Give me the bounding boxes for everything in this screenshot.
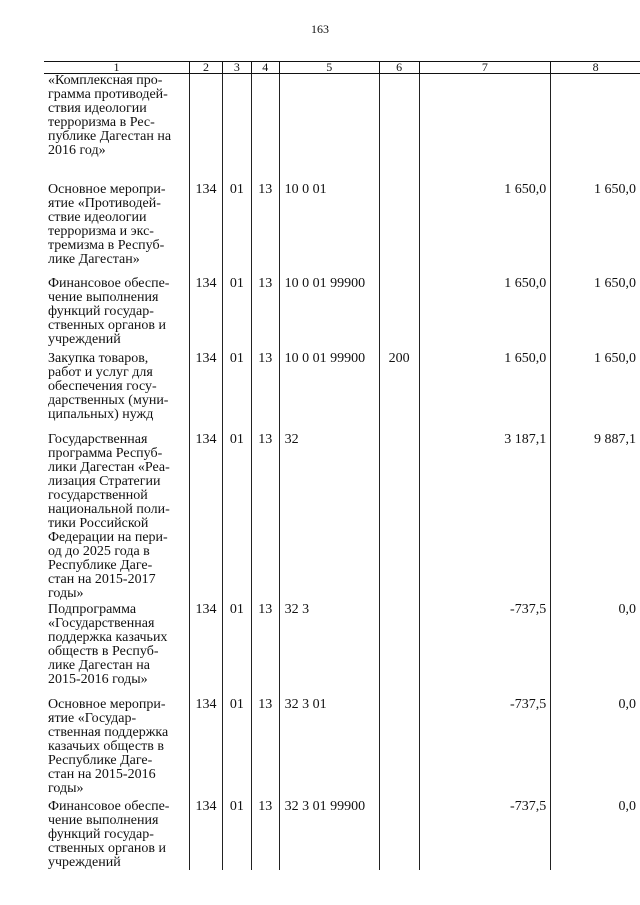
amount-column-7 [419, 74, 551, 184]
amount-column-7: -737,5 [419, 603, 551, 698]
section-code: 01 [222, 698, 251, 800]
table-row [44, 74, 640, 184]
amount-column-7: 3 187,1 [419, 433, 551, 603]
section-code: 01 [222, 183, 251, 277]
table-row [44, 183, 640, 277]
ministry-code: 134 [190, 277, 223, 352]
table-row [44, 352, 640, 433]
subsection-code: 13 [251, 800, 279, 870]
target-article-code [279, 74, 379, 184]
target-article-code: 10 0 01 99900 [279, 277, 379, 352]
amount-column-8: 1 650,0 [551, 183, 640, 277]
subsection-code: 13 [251, 183, 279, 277]
target-article-code: 32 3 01 [279, 698, 379, 800]
expense-type-code [379, 698, 419, 800]
target-article-code: 32 3 01 99900 [279, 800, 379, 870]
row-description: Основное меропри- ятие «Противодей- ствие идеологии терроризма и экс- тремизма в Респуб- лике Дагестан» [48, 182, 166, 267]
amount-column-7: 1 650,0 [419, 277, 551, 352]
section-code: 01 [222, 603, 251, 698]
row-description: Государственная программа Респуб- лики Дагестан «Реа- лизация Стратегии государственной национальной поли- тики Российской Федерации на пери- од до 2025 года в Республике Даге- стан на 2015-2017 годы» [48, 432, 170, 601]
ministry-code: 134 [190, 433, 223, 603]
ministry-code: 134 [190, 603, 223, 698]
ministry-code: 134 [190, 183, 223, 277]
table-row [44, 277, 640, 352]
amount-column-8: 1 650,0 [551, 277, 640, 352]
expense-type-code [379, 277, 419, 352]
amount-column-8: 9 887,1 [551, 433, 640, 603]
page-number: 163 [311, 22, 329, 36]
column-header-5: 5 [279, 62, 379, 74]
target-article-code: 32 3 [279, 603, 379, 698]
amount-column-8: 1 650,0 [551, 352, 640, 433]
expense-type-code [379, 433, 419, 603]
ministry-code: 134 [190, 698, 223, 800]
ministry-code: 134 [190, 800, 223, 870]
row-description: Финансовое обеспе- чение выполнения функций государ- ственных органов и учреждений [48, 799, 170, 870]
target-article-code: 10 0 01 [279, 183, 379, 277]
amount-column-7: 1 650,0 [419, 183, 551, 277]
section-code: 01 [222, 800, 251, 870]
target-article-code: 32 [279, 433, 379, 603]
subsection-code: 13 [251, 698, 279, 800]
expense-type-code [379, 183, 419, 277]
subsection-code: 13 [251, 352, 279, 433]
table-row [44, 800, 640, 870]
amount-column-8: 0,0 [551, 603, 640, 698]
expense-type-code: 200 [379, 352, 419, 433]
ministry-code: 134 [190, 352, 223, 433]
budget-table [44, 61, 640, 870]
column-header-6: 6 [379, 62, 419, 74]
ministry-code [190, 74, 223, 184]
column-header-4: 4 [251, 62, 279, 74]
row-description: Подпрограмма «Государственная поддержка казачьих обществ в Респуб- лике Дагестан на 2015-2016 годы» [48, 602, 168, 687]
table-header-row [44, 62, 640, 74]
column-header-7: 7 [419, 62, 551, 74]
column-header-2: 2 [190, 62, 223, 74]
subsection-code [251, 74, 279, 184]
expense-type-code [379, 74, 419, 184]
column-header-1: 1 [44, 62, 190, 74]
section-code [222, 74, 251, 184]
subsection-code: 13 [251, 433, 279, 603]
table-row [44, 433, 640, 603]
row-description: Закупка товаров, работ и услуг для обеспечения госу- дарственных (муни- ципальных) нужд [48, 351, 169, 422]
section-code: 01 [222, 277, 251, 352]
amount-column-7: -737,5 [419, 698, 551, 800]
column-header-3: 3 [222, 62, 251, 74]
subsection-code: 13 [251, 603, 279, 698]
amount-column-7: 1 650,0 [419, 352, 551, 433]
amount-column-7: -737,5 [419, 800, 551, 870]
section-code: 01 [222, 352, 251, 433]
row-description: Финансовое обеспе- чение выполнения функций государ- ственных органов и учреждений [48, 276, 170, 347]
expense-type-code [379, 603, 419, 698]
table-row [44, 698, 640, 800]
table-row [44, 603, 640, 698]
subsection-code: 13 [251, 277, 279, 352]
row-description: Основное меропри- ятие «Государ- ственная поддержка казачьих обществ в Республике Даге- стан на 2015-2016 годы» [48, 697, 169, 796]
expense-type-code [379, 800, 419, 870]
column-header-8: 8 [551, 62, 640, 74]
amount-column-8: 0,0 [551, 800, 640, 870]
target-article-code: 10 0 01 99900 [279, 352, 379, 433]
row-description: «Комплексная про- грамма противодей- ствия идеологии терроризма в Рес- публике Дагестан на 2016 год» [48, 73, 172, 158]
section-code: 01 [222, 433, 251, 603]
amount-column-8: 0,0 [551, 698, 640, 800]
amount-column-8 [551, 74, 640, 184]
